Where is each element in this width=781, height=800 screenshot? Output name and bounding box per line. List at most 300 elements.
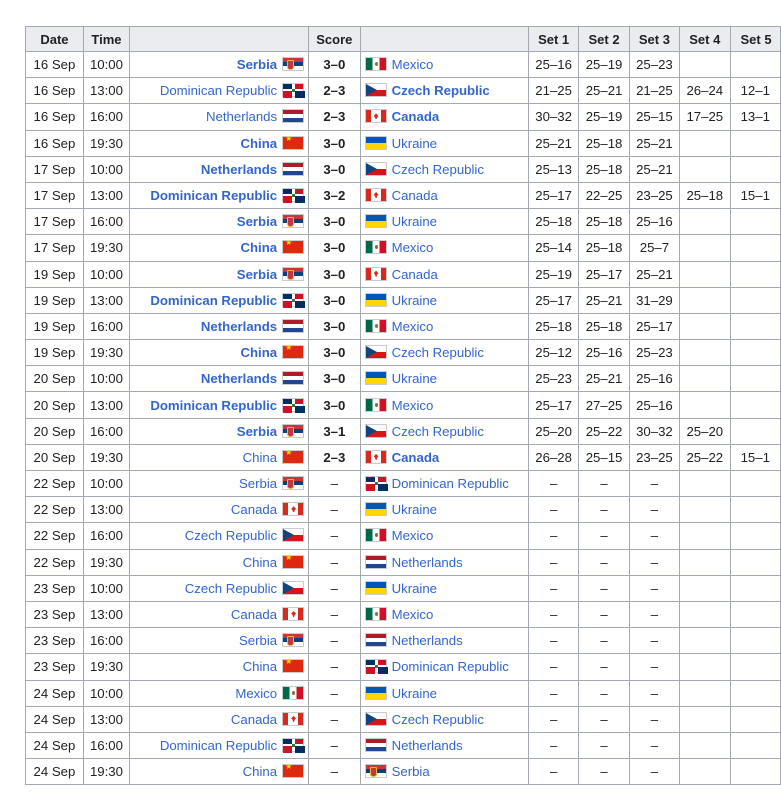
dominican-flag-icon	[282, 738, 304, 752]
set-5-score	[730, 680, 781, 706]
set-2-score: 25–21	[579, 287, 629, 313]
away-team-link[interactable]: Dominican Republic	[391, 659, 509, 675]
ukraine-flag-icon	[365, 686, 387, 700]
away-team-link[interactable]: Mexico	[391, 57, 434, 73]
set-2-score: 25–19	[579, 52, 629, 78]
set-3-score: –	[629, 549, 679, 575]
home-team-link[interactable]: Dominican Republic	[150, 188, 278, 204]
match-date: 19 Sep	[26, 287, 84, 313]
away-team-cell	[360, 732, 528, 758]
away-team-link[interactable]: Mexico	[391, 528, 434, 544]
set-2-score: 27–25	[579, 392, 629, 418]
match-results-table	[25, 26, 781, 785]
set-5-score: 13–1	[730, 104, 781, 130]
set-5-score: 15–1	[730, 444, 781, 470]
home-team-link[interactable]: China	[242, 554, 278, 570]
set-2-score: 25–18	[579, 156, 629, 182]
match-time: 10:00	[83, 156, 129, 182]
set-3-score: 31–29	[629, 287, 679, 313]
set-5-score	[730, 706, 781, 732]
away-team-cell	[360, 235, 528, 261]
match-date: 24 Sep	[26, 680, 84, 706]
header-home-team	[130, 27, 309, 52]
match-score: 2–3	[309, 104, 360, 130]
header-away-team	[360, 27, 528, 52]
match-time: 13:00	[83, 706, 129, 732]
away-team-cell	[360, 287, 528, 313]
set-2-score: –	[579, 549, 629, 575]
set-1-score: –	[528, 471, 578, 497]
home-team-cell	[130, 313, 309, 339]
dominican-flag-icon	[282, 83, 304, 97]
canada-flag-icon	[365, 109, 387, 123]
home-team-link[interactable]: Netherlands	[200, 371, 278, 387]
set-3-score: 23–25	[629, 444, 679, 470]
table-row	[26, 209, 781, 235]
home-team-link[interactable]: Czech Republic	[184, 528, 278, 544]
away-team-link[interactable]: Netherlands	[391, 554, 463, 570]
home-team-link[interactable]: Dominican Republic	[159, 83, 278, 99]
away-team-cell	[360, 340, 528, 366]
set-3-score: –	[629, 654, 679, 680]
away-team-cell	[360, 130, 528, 156]
home-team-link[interactable]: Serbia	[238, 633, 278, 649]
table-row	[26, 654, 781, 680]
away-team-cell	[360, 366, 528, 392]
home-team-link[interactable]: China	[242, 659, 278, 675]
set-5-score	[730, 759, 781, 785]
match-date: 20 Sep	[26, 392, 84, 418]
away-team-cell	[360, 706, 528, 732]
set-3-score: 25–16	[629, 392, 679, 418]
set-2-score: 25–18	[579, 209, 629, 235]
czech-flag-icon	[365, 424, 387, 438]
czech-flag-icon	[365, 712, 387, 726]
set-1-score: 25–12	[528, 340, 578, 366]
set-4-score	[680, 340, 730, 366]
match-date: 16 Sep	[26, 130, 84, 156]
ukraine-flag-icon	[365, 371, 387, 385]
table-row	[26, 680, 781, 706]
header-set-2: Set 2	[579, 27, 629, 52]
set-3-score: 25–17	[629, 313, 679, 339]
set-3-score: 30–32	[629, 418, 679, 444]
set-3-score: –	[629, 601, 679, 627]
set-5-score	[730, 313, 781, 339]
home-team-link[interactable]: China	[240, 240, 278, 256]
table-row	[26, 340, 781, 366]
match-time: 13:00	[83, 392, 129, 418]
set-2-score: 25–15	[579, 444, 629, 470]
set-3-score: 25–21	[629, 261, 679, 287]
home-team-cell	[130, 549, 309, 575]
away-team-link[interactable]: Ukraine	[391, 214, 438, 230]
home-team-link[interactable]: Netherlands	[206, 109, 278, 125]
away-team-link[interactable]: Czech Republic	[391, 423, 484, 439]
away-team-link[interactable]: Ukraine	[391, 685, 438, 701]
set-1-score: 25–16	[528, 52, 578, 78]
set-1-score: 25–13	[528, 156, 578, 182]
set-1-score: –	[528, 732, 578, 758]
away-team-link[interactable]: Czech Republic	[391, 345, 484, 361]
home-team-link[interactable]: Netherlands	[200, 161, 278, 177]
match-score: 3–0	[309, 130, 360, 156]
canada-flag-icon	[365, 267, 387, 281]
dominican-flag-icon	[282, 188, 304, 202]
match-time: 19:30	[83, 444, 129, 470]
set-5-score	[730, 392, 781, 418]
away-team-cell	[360, 418, 528, 444]
mexico-flag-icon	[365, 319, 387, 333]
match-date: 17 Sep	[26, 156, 84, 182]
home-team-cell	[130, 523, 309, 549]
away-team-link[interactable]: Canada	[391, 266, 438, 282]
china-flag-icon	[282, 764, 304, 778]
set-1-score: 30–32	[528, 104, 578, 130]
set-5-score	[730, 575, 781, 601]
set-3-score: 25–23	[629, 340, 679, 366]
home-team-link[interactable]: Serbia	[236, 214, 278, 230]
set-2-score: –	[579, 471, 629, 497]
results-body	[26, 52, 781, 785]
serbia-flag-icon	[282, 267, 304, 281]
set-2-score: –	[579, 575, 629, 601]
match-date: 23 Sep	[26, 628, 84, 654]
away-team-link[interactable]: Mexico	[391, 397, 434, 413]
table-row	[26, 287, 781, 313]
home-team-cell	[130, 706, 309, 732]
home-team-cell	[130, 392, 309, 418]
home-team-link[interactable]: Canada	[230, 711, 278, 727]
set-1-score: 25–17	[528, 392, 578, 418]
table-row	[26, 130, 781, 156]
match-score: –	[309, 523, 360, 549]
serbia-flag-icon	[282, 57, 304, 71]
match-score: 2–3	[309, 444, 360, 470]
serbia-flag-icon	[282, 214, 304, 228]
set-2-score: –	[579, 497, 629, 523]
away-team-link[interactable]: Czech Republic	[391, 161, 484, 177]
home-team-cell	[130, 497, 309, 523]
set-5-score	[730, 471, 781, 497]
match-time: 19:30	[83, 759, 129, 785]
home-team-link[interactable]: China	[242, 449, 278, 465]
set-2-score: –	[579, 601, 629, 627]
set-4-score: 17–25	[680, 104, 730, 130]
czech-flag-icon	[365, 162, 387, 176]
away-team-cell	[360, 523, 528, 549]
set-5-score	[730, 549, 781, 575]
home-team-link[interactable]: Dominican Republic	[159, 737, 278, 753]
match-time: 10:00	[83, 575, 129, 601]
set-3-score: –	[629, 732, 679, 758]
away-team-link[interactable]: Serbia	[391, 764, 430, 780]
home-team-link[interactable]: China	[242, 764, 278, 780]
table-row	[26, 497, 781, 523]
home-team-cell	[130, 601, 309, 627]
set-2-score: 25–19	[579, 104, 629, 130]
set-3-score: –	[629, 471, 679, 497]
set-3-score: 25–21	[629, 130, 679, 156]
match-date: 22 Sep	[26, 471, 84, 497]
home-team-link[interactable]: Czech Republic	[184, 580, 278, 596]
away-team-link[interactable]: Mexico	[391, 607, 434, 623]
table-row	[26, 732, 781, 758]
set-5-score	[730, 732, 781, 758]
set-4-score: 25–20	[680, 418, 730, 444]
set-4-score	[680, 261, 730, 287]
mexico-flag-icon	[365, 528, 387, 542]
set-1-score: –	[528, 628, 578, 654]
match-time: 16:00	[83, 313, 129, 339]
home-team-cell	[130, 471, 309, 497]
set-1-score: 25–19	[528, 261, 578, 287]
table-row	[26, 78, 781, 104]
set-4-score	[680, 732, 730, 758]
czech-flag-icon	[282, 528, 304, 542]
china-flag-icon	[282, 240, 304, 254]
away-team-cell	[360, 444, 528, 470]
match-date: 19 Sep	[26, 261, 84, 287]
header-set-5: Set 5	[730, 27, 781, 52]
set-1-score: 25–14	[528, 235, 578, 261]
match-date: 24 Sep	[26, 732, 84, 758]
canada-flag-icon	[282, 712, 304, 726]
set-3-score: 23–25	[629, 182, 679, 208]
away-team-cell	[360, 104, 528, 130]
netherlands-flag-icon	[365, 555, 387, 569]
set-5-score	[730, 156, 781, 182]
match-time: 13:00	[83, 287, 129, 313]
serbia-flag-icon	[282, 633, 304, 647]
home-team-link[interactable]: Serbia	[238, 476, 278, 492]
china-flag-icon	[282, 555, 304, 569]
set-5-score	[730, 628, 781, 654]
home-team-cell	[130, 52, 309, 78]
home-team-cell	[130, 261, 309, 287]
set-1-score: 25–17	[528, 287, 578, 313]
match-score: 3–0	[309, 156, 360, 182]
away-team-cell	[360, 549, 528, 575]
away-team-link[interactable]: Netherlands	[391, 633, 463, 649]
match-score: 3–0	[309, 366, 360, 392]
home-team-cell	[130, 732, 309, 758]
set-3-score: –	[629, 706, 679, 732]
match-date: 19 Sep	[26, 340, 84, 366]
away-team-link[interactable]: Ukraine	[391, 135, 438, 151]
set-4-score	[680, 575, 730, 601]
set-5-score	[730, 523, 781, 549]
home-team-link[interactable]: China	[240, 135, 278, 151]
away-team-link[interactable]: Ukraine	[391, 292, 438, 308]
set-4-score	[680, 52, 730, 78]
match-time: 16:00	[83, 628, 129, 654]
set-1-score: 25–18	[528, 209, 578, 235]
set-4-score	[680, 471, 730, 497]
table-row	[26, 156, 781, 182]
away-team-cell	[360, 680, 528, 706]
home-team-cell	[130, 130, 309, 156]
dominican-flag-icon	[365, 476, 387, 490]
set-4-score	[680, 313, 730, 339]
match-time: 19:30	[83, 654, 129, 680]
china-flag-icon	[282, 136, 304, 150]
away-team-cell	[360, 156, 528, 182]
set-3-score: 21–25	[629, 78, 679, 104]
ukraine-flag-icon	[365, 502, 387, 516]
set-2-score: –	[579, 732, 629, 758]
header-score: Score	[309, 27, 360, 52]
match-date: 23 Sep	[26, 601, 84, 627]
match-score: 3–1	[309, 418, 360, 444]
table-row	[26, 601, 781, 627]
away-team-link[interactable]: Mexico	[391, 318, 434, 334]
home-team-link[interactable]: Dominican Republic	[150, 397, 278, 413]
set-4-score	[680, 680, 730, 706]
match-time: 16:00	[83, 104, 129, 130]
serbia-flag-icon	[282, 476, 304, 490]
match-score: 3–0	[309, 340, 360, 366]
set-1-score: –	[528, 497, 578, 523]
away-team-link[interactable]: Czech Republic	[391, 83, 490, 99]
home-team-cell	[130, 759, 309, 785]
set-1-score: –	[528, 549, 578, 575]
away-team-cell	[360, 209, 528, 235]
table-row	[26, 444, 781, 470]
away-team-link[interactable]: Mexico	[391, 240, 434, 256]
away-team-link[interactable]: Canada	[391, 449, 440, 465]
set-2-score: 25–17	[579, 261, 629, 287]
match-date: 24 Sep	[26, 759, 84, 785]
serbia-flag-icon	[365, 764, 387, 778]
home-team-link[interactable]: Mexico	[235, 685, 278, 701]
set-4-score	[680, 156, 730, 182]
set-2-score: 25–22	[579, 418, 629, 444]
home-team-cell	[130, 78, 309, 104]
set-2-score: 25–18	[579, 313, 629, 339]
set-3-score: –	[629, 575, 679, 601]
table-row	[26, 471, 781, 497]
set-4-score: 25–18	[680, 182, 730, 208]
home-team-link[interactable]: Serbia	[236, 57, 278, 73]
set-1-score: 25–18	[528, 313, 578, 339]
home-team-link[interactable]: China	[240, 345, 278, 361]
set-1-score: –	[528, 680, 578, 706]
match-time: 13:00	[83, 497, 129, 523]
set-2-score: –	[579, 654, 629, 680]
mexico-flag-icon	[365, 607, 387, 621]
home-team-cell	[130, 366, 309, 392]
set-3-score: 25–15	[629, 104, 679, 130]
table-row	[26, 418, 781, 444]
set-3-score: –	[629, 759, 679, 785]
match-date: 16 Sep	[26, 52, 84, 78]
set-2-score: 25–21	[579, 366, 629, 392]
set-1-score: 25–20	[528, 418, 578, 444]
home-team-link[interactable]: Netherlands	[200, 318, 278, 334]
match-time: 10:00	[83, 471, 129, 497]
home-team-link[interactable]: Canada	[230, 502, 278, 518]
set-1-score: 21–25	[528, 78, 578, 104]
match-date: 17 Sep	[26, 209, 84, 235]
set-4-score: 26–24	[680, 78, 730, 104]
home-team-link[interactable]: Dominican Republic	[150, 292, 278, 308]
away-team-link[interactable]: Ukraine	[391, 580, 438, 596]
away-team-link[interactable]: Netherlands	[391, 737, 463, 753]
match-time: 16:00	[83, 418, 129, 444]
set-5-score	[730, 235, 781, 261]
home-team-link[interactable]: Canada	[230, 607, 278, 623]
away-team-cell	[360, 628, 528, 654]
away-team-link[interactable]: Canada	[391, 188, 438, 204]
table-row	[26, 523, 781, 549]
set-1-score: –	[528, 759, 578, 785]
table-row	[26, 706, 781, 732]
match-time: 19:30	[83, 235, 129, 261]
set-1-score: –	[528, 575, 578, 601]
match-score: –	[309, 732, 360, 758]
match-score: 3–0	[309, 392, 360, 418]
match-time: 10:00	[83, 680, 129, 706]
home-team-cell	[130, 104, 309, 130]
away-team-link[interactable]: Ukraine	[391, 371, 438, 387]
set-3-score: 25–21	[629, 156, 679, 182]
set-2-score: –	[579, 680, 629, 706]
match-time: 16:00	[83, 732, 129, 758]
set-5-score	[730, 209, 781, 235]
match-score: 3–0	[309, 287, 360, 313]
ukraine-flag-icon	[365, 293, 387, 307]
match-score: 3–0	[309, 313, 360, 339]
ukraine-flag-icon	[365, 136, 387, 150]
set-2-score: –	[579, 759, 629, 785]
match-time: 13:00	[83, 601, 129, 627]
match-date: 23 Sep	[26, 575, 84, 601]
match-score: 2–3	[309, 78, 360, 104]
table-row	[26, 549, 781, 575]
match-date: 17 Sep	[26, 235, 84, 261]
mexico-flag-icon	[365, 240, 387, 254]
set-5-score	[730, 261, 781, 287]
match-score: –	[309, 497, 360, 523]
header-set-4: Set 4	[680, 27, 730, 52]
canada-flag-icon	[365, 450, 387, 464]
away-team-link[interactable]: Dominican Republic	[391, 476, 509, 492]
match-date: 22 Sep	[26, 497, 84, 523]
home-team-link[interactable]: Serbia	[236, 423, 278, 439]
home-team-link[interactable]: Serbia	[236, 266, 278, 282]
match-time: 16:00	[83, 209, 129, 235]
header-set-1: Set 1	[528, 27, 578, 52]
table-row	[26, 182, 781, 208]
home-team-cell	[130, 418, 309, 444]
set-5-score	[730, 601, 781, 627]
canada-flag-icon	[365, 188, 387, 202]
home-team-cell	[130, 209, 309, 235]
set-4-score	[680, 654, 730, 680]
mexico-flag-icon	[282, 686, 304, 700]
away-team-link[interactable]: Czech Republic	[391, 711, 484, 727]
china-flag-icon	[282, 345, 304, 359]
set-1-score: –	[528, 523, 578, 549]
home-team-cell	[130, 182, 309, 208]
set-2-score: 25–16	[579, 340, 629, 366]
away-team-link[interactable]: Ukraine	[391, 502, 438, 518]
match-time: 10:00	[83, 366, 129, 392]
set-4-score	[680, 706, 730, 732]
away-team-link[interactable]: Canada	[391, 109, 440, 125]
table-row	[26, 366, 781, 392]
